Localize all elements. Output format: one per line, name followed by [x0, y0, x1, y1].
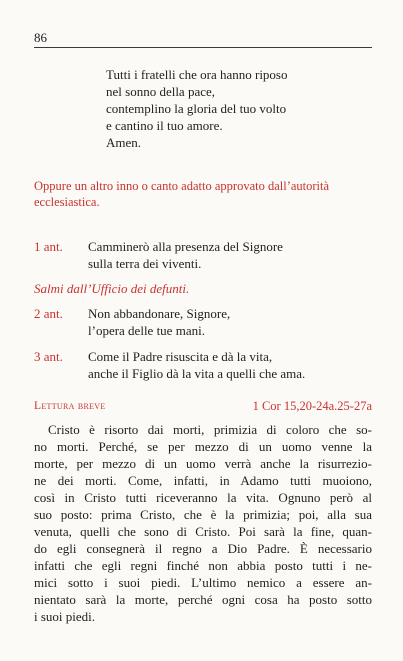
antiphon-line: anche il Figlio dà la vita a quelli che ama. — [88, 366, 306, 381]
reading-line: suo posto: prima Cristo, che è la primizia; poi, alla sua — [34, 507, 372, 522]
antiphon-text — [88, 238, 374, 272]
reading-line: infatti che egli regni finché non abbia posto tutti i ne- — [34, 558, 372, 573]
hymn-stanza — [106, 66, 376, 151]
antiphon-label: 2 ant. — [34, 306, 63, 321]
antiphon-line: Come il Padre risuscita e dà la vita, — [88, 349, 273, 364]
rubric-note — [34, 178, 372, 210]
hymn-line: e cantino il tuo amore. — [106, 118, 223, 133]
reading-line: i suoi piedi. — [34, 609, 96, 624]
rubric-line: ecclesiastica. — [34, 195, 100, 209]
header-rule — [34, 47, 372, 48]
reading-line: do egli consegnerà il regno a Dio Padre. È necessario — [34, 541, 372, 556]
reading-line: così in Cristo tutti riceveranno la vita. Ognuno però al — [34, 490, 372, 505]
antiphon-label: 3 ant. — [34, 349, 63, 364]
hymn-line: nel sonno della pace, — [106, 84, 216, 99]
reading-line: venuta, quelli che sono di Cristo. Poi sarà la fine, quan- — [34, 524, 372, 539]
reading-text — [34, 421, 372, 625]
reading-line: mici sotto i suoi piedi. L’ultimo nemico a essere an- — [34, 575, 372, 590]
reading-line: Cristo è risorto dai morti, primizia di coloro che so- — [48, 422, 372, 437]
page-number: 86 — [34, 30, 47, 45]
antiphon-line: Camminerò alla presenza del Signore — [88, 239, 283, 254]
hymn-amen: Amen. — [106, 135, 142, 150]
antiphon-label: 1 ant. — [34, 239, 63, 254]
reading-reference: 1 Cor 15,20-24a.25-27a — [252, 399, 372, 413]
antiphon-line: sulla terra dei viventi. — [88, 256, 202, 271]
antiphon-2 — [34, 305, 374, 339]
antiphon-text — [88, 348, 374, 382]
antiphon-line: Non abbandonare, Signore, — [88, 306, 231, 321]
antiphon-line: l’opera delle tue mani. — [88, 323, 205, 338]
reading-line: ne dei morti. Come, infatti, in Adamo tutti muoiono, — [34, 473, 372, 488]
antiphon-text — [88, 305, 374, 339]
reading-header — [34, 398, 372, 414]
antiphon-3 — [34, 348, 374, 382]
hymn-line: contemplino la gloria del tuo volto — [106, 101, 287, 116]
antiphon-1 — [34, 238, 374, 272]
reading-line: morte, per mezzo di un uomo verrà anche la risurrezio- — [34, 456, 372, 471]
reading-title: Lettura breve — [34, 400, 106, 412]
reading-line: nientato sarà la morte, perché ogni cosa ha posto sotto — [34, 592, 372, 607]
reading-line: no morti. Perché, se per mezzo di un uomo venne la — [34, 439, 372, 454]
psalms-title: Salmi dall’Ufficio dei defunti. — [34, 281, 190, 296]
hymn-line: Tutti i fratelli che ora hanno riposo — [106, 67, 288, 82]
rubric-line: Oppure un altro inno o canto adatto approvato dall’autorità — [34, 179, 330, 193]
